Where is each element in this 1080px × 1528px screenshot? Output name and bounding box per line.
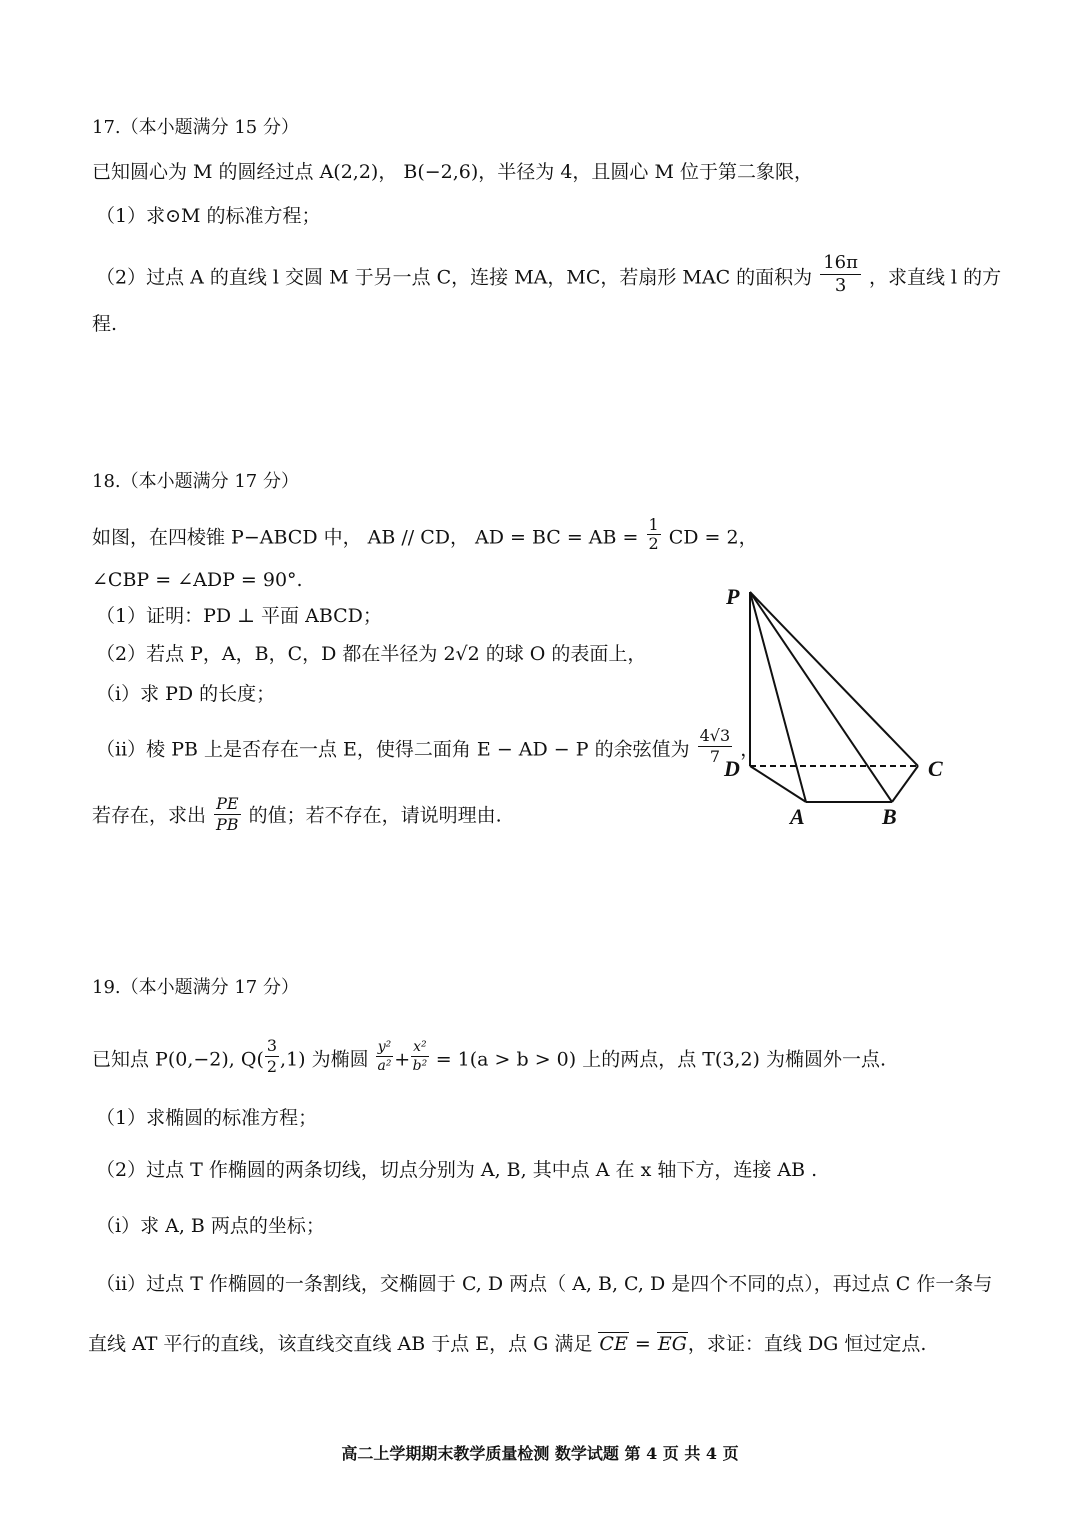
q18-stem-angles: ∠CBP = ∠ADP = 90°. — [92, 569, 303, 591]
q18-cos-denominator: 7 — [709, 747, 720, 766]
q17-part2-text: （2）过点 A 的直线 l 交圆 M 于另一点 C，连接 MA，MC，若扇形 MAC 的面积为 — [96, 266, 813, 289]
vector-equals: = — [628, 1333, 657, 1355]
q19-part1: （1）求椭圆的标准方程； — [96, 1107, 318, 1129]
q19-x-fraction — [411, 1038, 429, 1075]
q17-part2-fraction — [820, 252, 861, 297]
q18-part2-ii-continuation — [92, 796, 502, 837]
q18-stem — [92, 515, 758, 557]
q17-fraction-numerator: 16π — [820, 252, 861, 275]
q19-x-denominator: b² — [412, 1058, 428, 1074]
q19-stem — [92, 1036, 887, 1081]
q18-part2-ii-tail: ， — [740, 738, 760, 761]
q18-part2-i: （i）求 PD 的长度； — [96, 683, 276, 705]
q17-fraction-denominator: 3 — [834, 275, 847, 296]
q19-x-numerator: x² — [413, 1039, 427, 1055]
q18-ratio-fraction — [214, 794, 240, 835]
q18-header: 18.（本小题满分 17 分） — [92, 471, 299, 492]
q18-stem-a: 如图，在四棱锥 P−ABCD 中， AB // CD， AD = BC = AB = — [92, 526, 639, 549]
q17-part2 — [96, 252, 1002, 301]
q19-part2-i: （i）求 A, B 两点的坐标； — [96, 1215, 325, 1237]
q19-plus: + — [394, 1048, 411, 1071]
q19-part2-ii: （ii）过点 T 作椭圆的一条割线，交椭圆于 C, D 两点（ A, B, C, D 是四个不同的点），再过点 C 作一条与 — [96, 1273, 993, 1295]
vector-CE: CE — [599, 1333, 628, 1355]
q17-part2-tail: ，求直线 l 的方 — [869, 266, 1002, 289]
q18-stem-b: CD = 2， — [668, 526, 758, 549]
q18-stem-fraction — [647, 516, 661, 553]
q19-cont-b: 直线 AT 平行的直线，该直线交直线 AB 于点 E，点 G 满足 — [88, 1333, 593, 1355]
q18-part2: （2）若点 P，A，B，C，D 都在半径为 2√2 的球 O 的表面上， — [96, 643, 647, 665]
q19-q-denominator: 2 — [266, 1057, 278, 1076]
q19-y-fraction — [376, 1038, 394, 1075]
q19-y-denominator: a² — [377, 1058, 392, 1074]
q18-fraction-numerator: 1 — [648, 515, 659, 534]
q19-part2: （2）过点 T 作椭圆的两条切线，切点分别为 A, B, 其中点 A 在 x 轴下方，连接 AB . — [96, 1159, 818, 1181]
q18-part2-ii — [96, 726, 760, 771]
edge-BC — [892, 766, 918, 802]
fig-label-B: B — [882, 804, 897, 829]
fig-label-C: C — [928, 756, 943, 781]
q19-q-fraction — [265, 1036, 279, 1077]
q19-stem-b: ,1) 为椭圆 — [280, 1048, 369, 1071]
page-footer: 高二上学期期末教学质量检测 数学试题 第 4 页 共 4 页 — [341, 1444, 739, 1463]
q19-cont-c: ，求证：直线 DG 恒过定点. — [687, 1333, 927, 1355]
q18-part2-ii-text: （ii）棱 PB 上是否存在一点 E，使得二面角 E − AD − P 的余弦值为 — [96, 738, 690, 761]
q19-q-numerator: 3 — [266, 1036, 278, 1055]
q19-stem-a: 已知点 P(0,−2), Q( — [92, 1048, 264, 1071]
q17-part2-continuation: 程. — [92, 313, 118, 335]
q17-stem: 已知圆心为 M 的圆经过点 A(2,2)， B(−2,6)，半径为 4，且圆心 M 位于第二象限， — [92, 161, 813, 183]
fig-label-P: P — [726, 584, 740, 609]
q17-part1: （1）求⊙M 的标准方程； — [96, 205, 321, 227]
q18-ratio-denominator: PB — [216, 815, 239, 834]
q18-cos-numerator: 4√3 — [699, 726, 731, 745]
q19-header: 19.（本小题满分 17 分） — [92, 977, 299, 998]
q19-stem-c: = 1(a > b > 0) 上的两点，点 T(3,2) 为椭圆外一点. — [435, 1048, 887, 1071]
fig-label-A: A — [790, 804, 805, 829]
q18-cont-b: 的值；若不存在，请说明理由. — [248, 804, 502, 827]
pyramid-figure — [710, 580, 970, 840]
q19-part2-ii-continuation — [88, 1332, 926, 1356]
edge-PB — [750, 592, 892, 802]
edge-PC — [750, 592, 918, 766]
q19-y-numerator: y² — [377, 1039, 392, 1055]
q18-cont-a: 若存在，求出 — [92, 804, 207, 827]
q18-fraction-denominator: 2 — [648, 534, 659, 553]
q18-part1: （1）证明：PD ⊥ 平面 ABCD； — [96, 605, 382, 627]
vector-EG: EG — [657, 1333, 687, 1355]
fig-label-D: D — [724, 756, 740, 781]
q18-ratio-numerator: PE — [216, 794, 239, 813]
q17-header: 17.（本小题满分 15 分） — [92, 117, 299, 138]
